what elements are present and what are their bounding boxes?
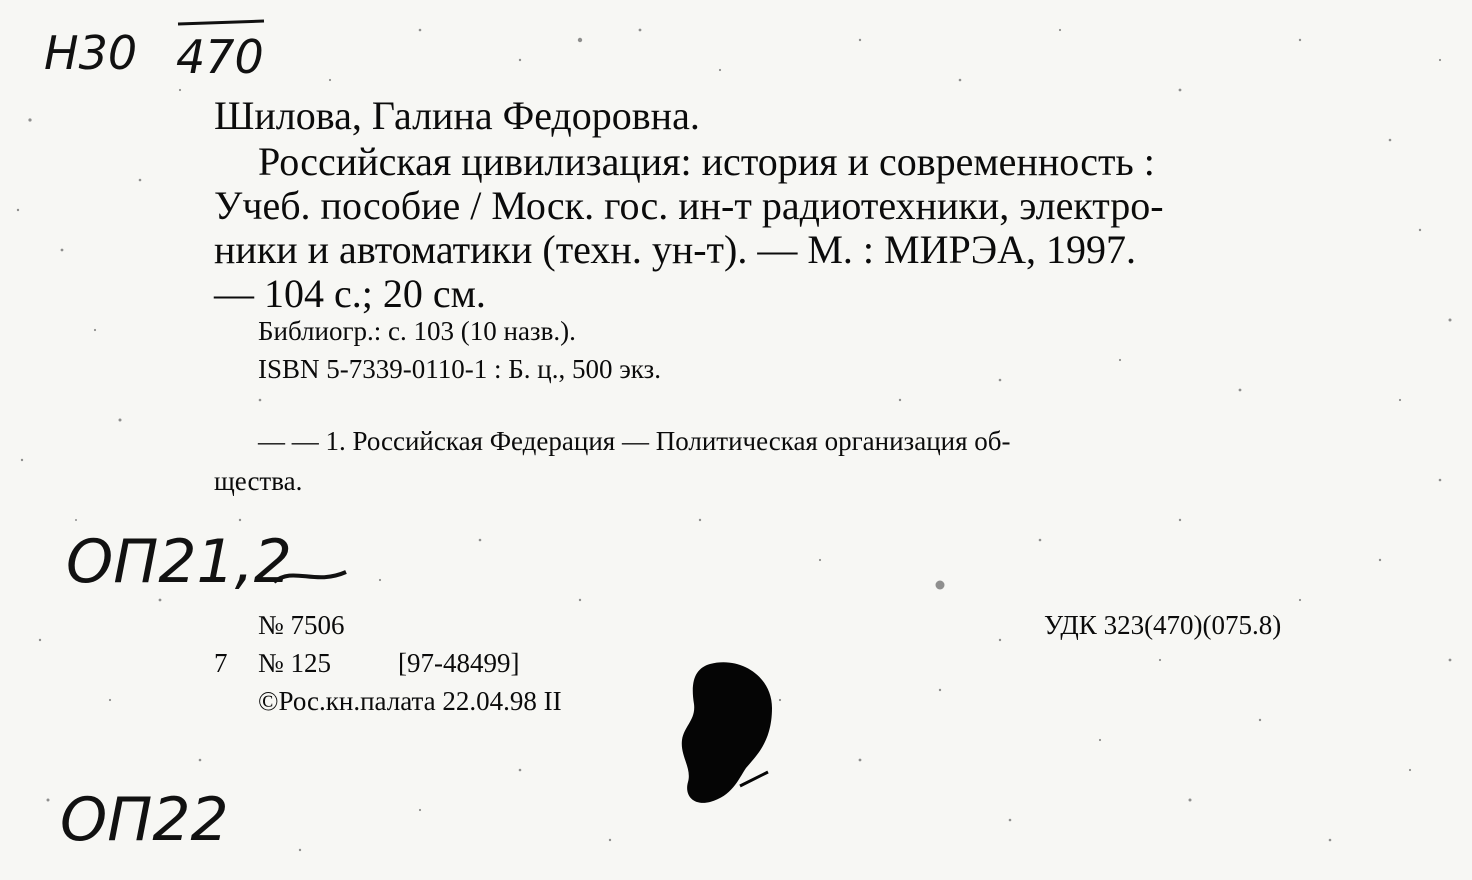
isbn-note: ISBN 5-7339-0110-1 : Б. ц., 500 экз. xyxy=(258,354,661,384)
udc-code: УДК 323(470)(075.8) xyxy=(1044,610,1282,640)
description-line-4: — 104 с.; 20 см. xyxy=(214,271,486,316)
bibliography-note: Библиогр.: с. 103 (10 назв.). xyxy=(258,316,576,346)
description-line-2: Учеб. пособие / Моск. гос. ин-т радиотехники, электро- xyxy=(214,183,1164,228)
handwritten-shelf-number: 470 xyxy=(176,30,264,84)
registration-bracket: [97-48499] xyxy=(398,648,520,678)
ink-blot xyxy=(660,656,790,816)
shelf-number-overline xyxy=(176,18,268,28)
registration-number-2: № 125 xyxy=(258,648,332,678)
handwritten-shelfmark: Н30 xyxy=(44,26,138,80)
class-code-1-underline xyxy=(270,560,350,590)
handwritten-class-code-2: ОП22 xyxy=(60,785,229,855)
handwritten-class-code-1: ОП21,2 xyxy=(66,527,292,597)
author-heading: Шилова, Галина Федоровна. xyxy=(214,93,700,138)
description-line-3: ники и автоматики (техн. ун-т). — М. : МИРЭА, 1997. xyxy=(214,227,1137,272)
subject-tracing-line-2: щества. xyxy=(214,466,303,496)
registration-number: № 7506 xyxy=(258,610,345,640)
description-line-1: Российская цивилизация: история и современность : xyxy=(258,139,1155,184)
subject-tracing-line-1: — — 1. Российская Федерация — Политическая организация об- xyxy=(258,426,1011,456)
registration-prefix: 7 xyxy=(214,648,228,678)
copyright-line: ©Рос.кн.палата 22.04.98 II xyxy=(258,686,562,716)
